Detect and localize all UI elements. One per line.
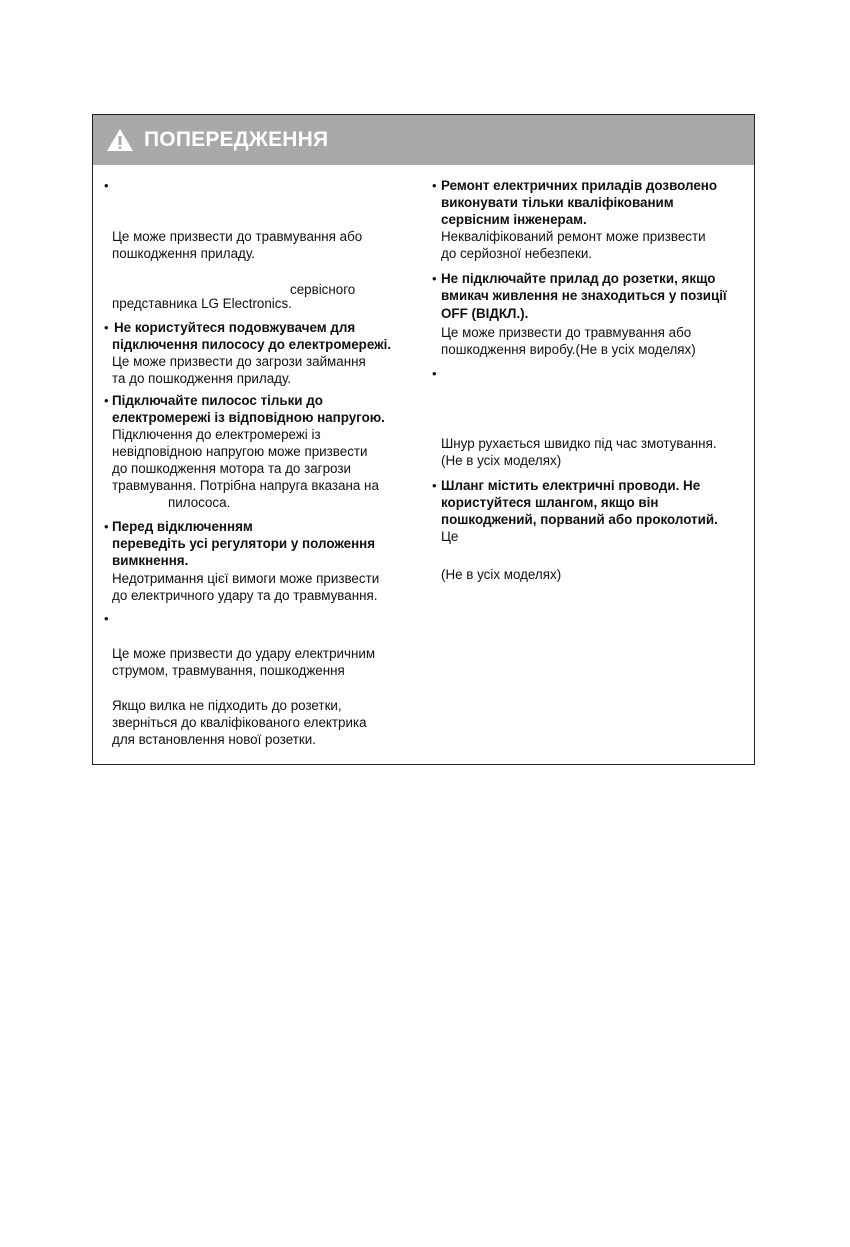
bullet: •: [104, 393, 109, 408]
warning-heading: Підключайте пилосос тільки до: [112, 393, 323, 408]
bullet: •: [104, 320, 109, 335]
warning-heading: Не підключайте прилад до розетки, якщо: [441, 271, 716, 286]
warning-heading: Не користуйтеся подовжувачем для: [114, 320, 356, 335]
warning-text: Це може призвести до травмування або: [112, 229, 363, 244]
warning-heading: Перед відключенням: [112, 519, 253, 534]
warning-text: Підключення до електромережі із: [112, 427, 321, 442]
warning-text: Це: [441, 529, 459, 544]
warning-text: Некваліфікований ремонт може призвести: [441, 229, 706, 244]
warning-triangle-icon: [106, 128, 134, 152]
warning-header: [93, 115, 754, 165]
warning-text: Недотримання цієї вимоги може призвести: [112, 571, 380, 586]
warning-text: зверніться до кваліфікованого електрика: [112, 715, 367, 730]
warning-heading: переведіть усі регулятори у положення: [112, 536, 376, 551]
warning-text: Це може призвести до травмування або: [441, 325, 692, 340]
warning-text: до серйозної небезпеки.: [441, 246, 593, 261]
warning-heading: електромережі із відповідною напругою.: [112, 410, 385, 425]
warning-text: Це може призвести до загрози займання: [112, 354, 366, 369]
warning-text: до електричного удару та до травмування.: [112, 588, 378, 603]
warning-text: травмування. Потрібна напруга вказана на: [112, 478, 379, 493]
warning-text: невідповідною напругою може призвести: [112, 444, 368, 459]
bullet: •: [104, 611, 109, 626]
warning-text: для встановлення нової розетки.: [112, 732, 316, 747]
bullet: •: [104, 519, 109, 534]
bullet: •: [432, 366, 437, 381]
warning-text: Це може призвести до удару електричним: [112, 646, 376, 661]
warning-heading: Ремонт електричних приладів дозволено: [441, 178, 718, 193]
warning-heading: Шланг містить електричні проводи. Не: [441, 478, 701, 493]
warning-text: представника LG Electronics.: [112, 296, 292, 311]
warning-heading: сервісним інженерам.: [441, 212, 587, 227]
warning-text: та до пошкодження приладу.: [112, 371, 292, 386]
warning-heading: вимкнення.: [112, 553, 189, 568]
warning-heading: пошкоджений, порваний або проколотий.: [441, 512, 718, 527]
warning-text: пилососа.: [168, 495, 231, 510]
bullet: •: [104, 178, 109, 193]
warning-text: (Не в усіх моделях): [441, 453, 562, 468]
warning-text: пошкодження виробу.(Не в усіх моделях): [441, 342, 696, 357]
bullet: •: [432, 271, 437, 286]
warning-text: сервісного: [290, 282, 356, 297]
bullet: •: [432, 178, 437, 193]
warning-text: Шнур рухається швидко під час змотування.: [441, 436, 717, 451]
warning-text: Якщо вилка не підходить до розетки,: [112, 698, 342, 713]
warning-title: ПОПЕРЕДЖЕННЯ: [144, 128, 329, 151]
warning-text: (Не в усіх моделях): [441, 567, 562, 582]
warning-text: пошкодження приладу.: [112, 246, 255, 261]
warning-heading: вмикач живлення не знаходиться у позиції: [441, 288, 727, 303]
warning-text: до пошкодження мотора та до загрози: [112, 461, 351, 476]
warning-heading: підключення пилососу до електромережі.: [112, 337, 392, 352]
warning-heading: OFF (ВІДКЛ.).: [441, 306, 529, 321]
warning-text: струмом, травмування, пошкодження: [112, 663, 345, 678]
warning-heading: користуйтеся шлангом, якщо він: [441, 495, 659, 510]
warning-heading: виконувати тільки кваліфікованим: [441, 195, 674, 210]
bullet: •: [432, 478, 437, 493]
